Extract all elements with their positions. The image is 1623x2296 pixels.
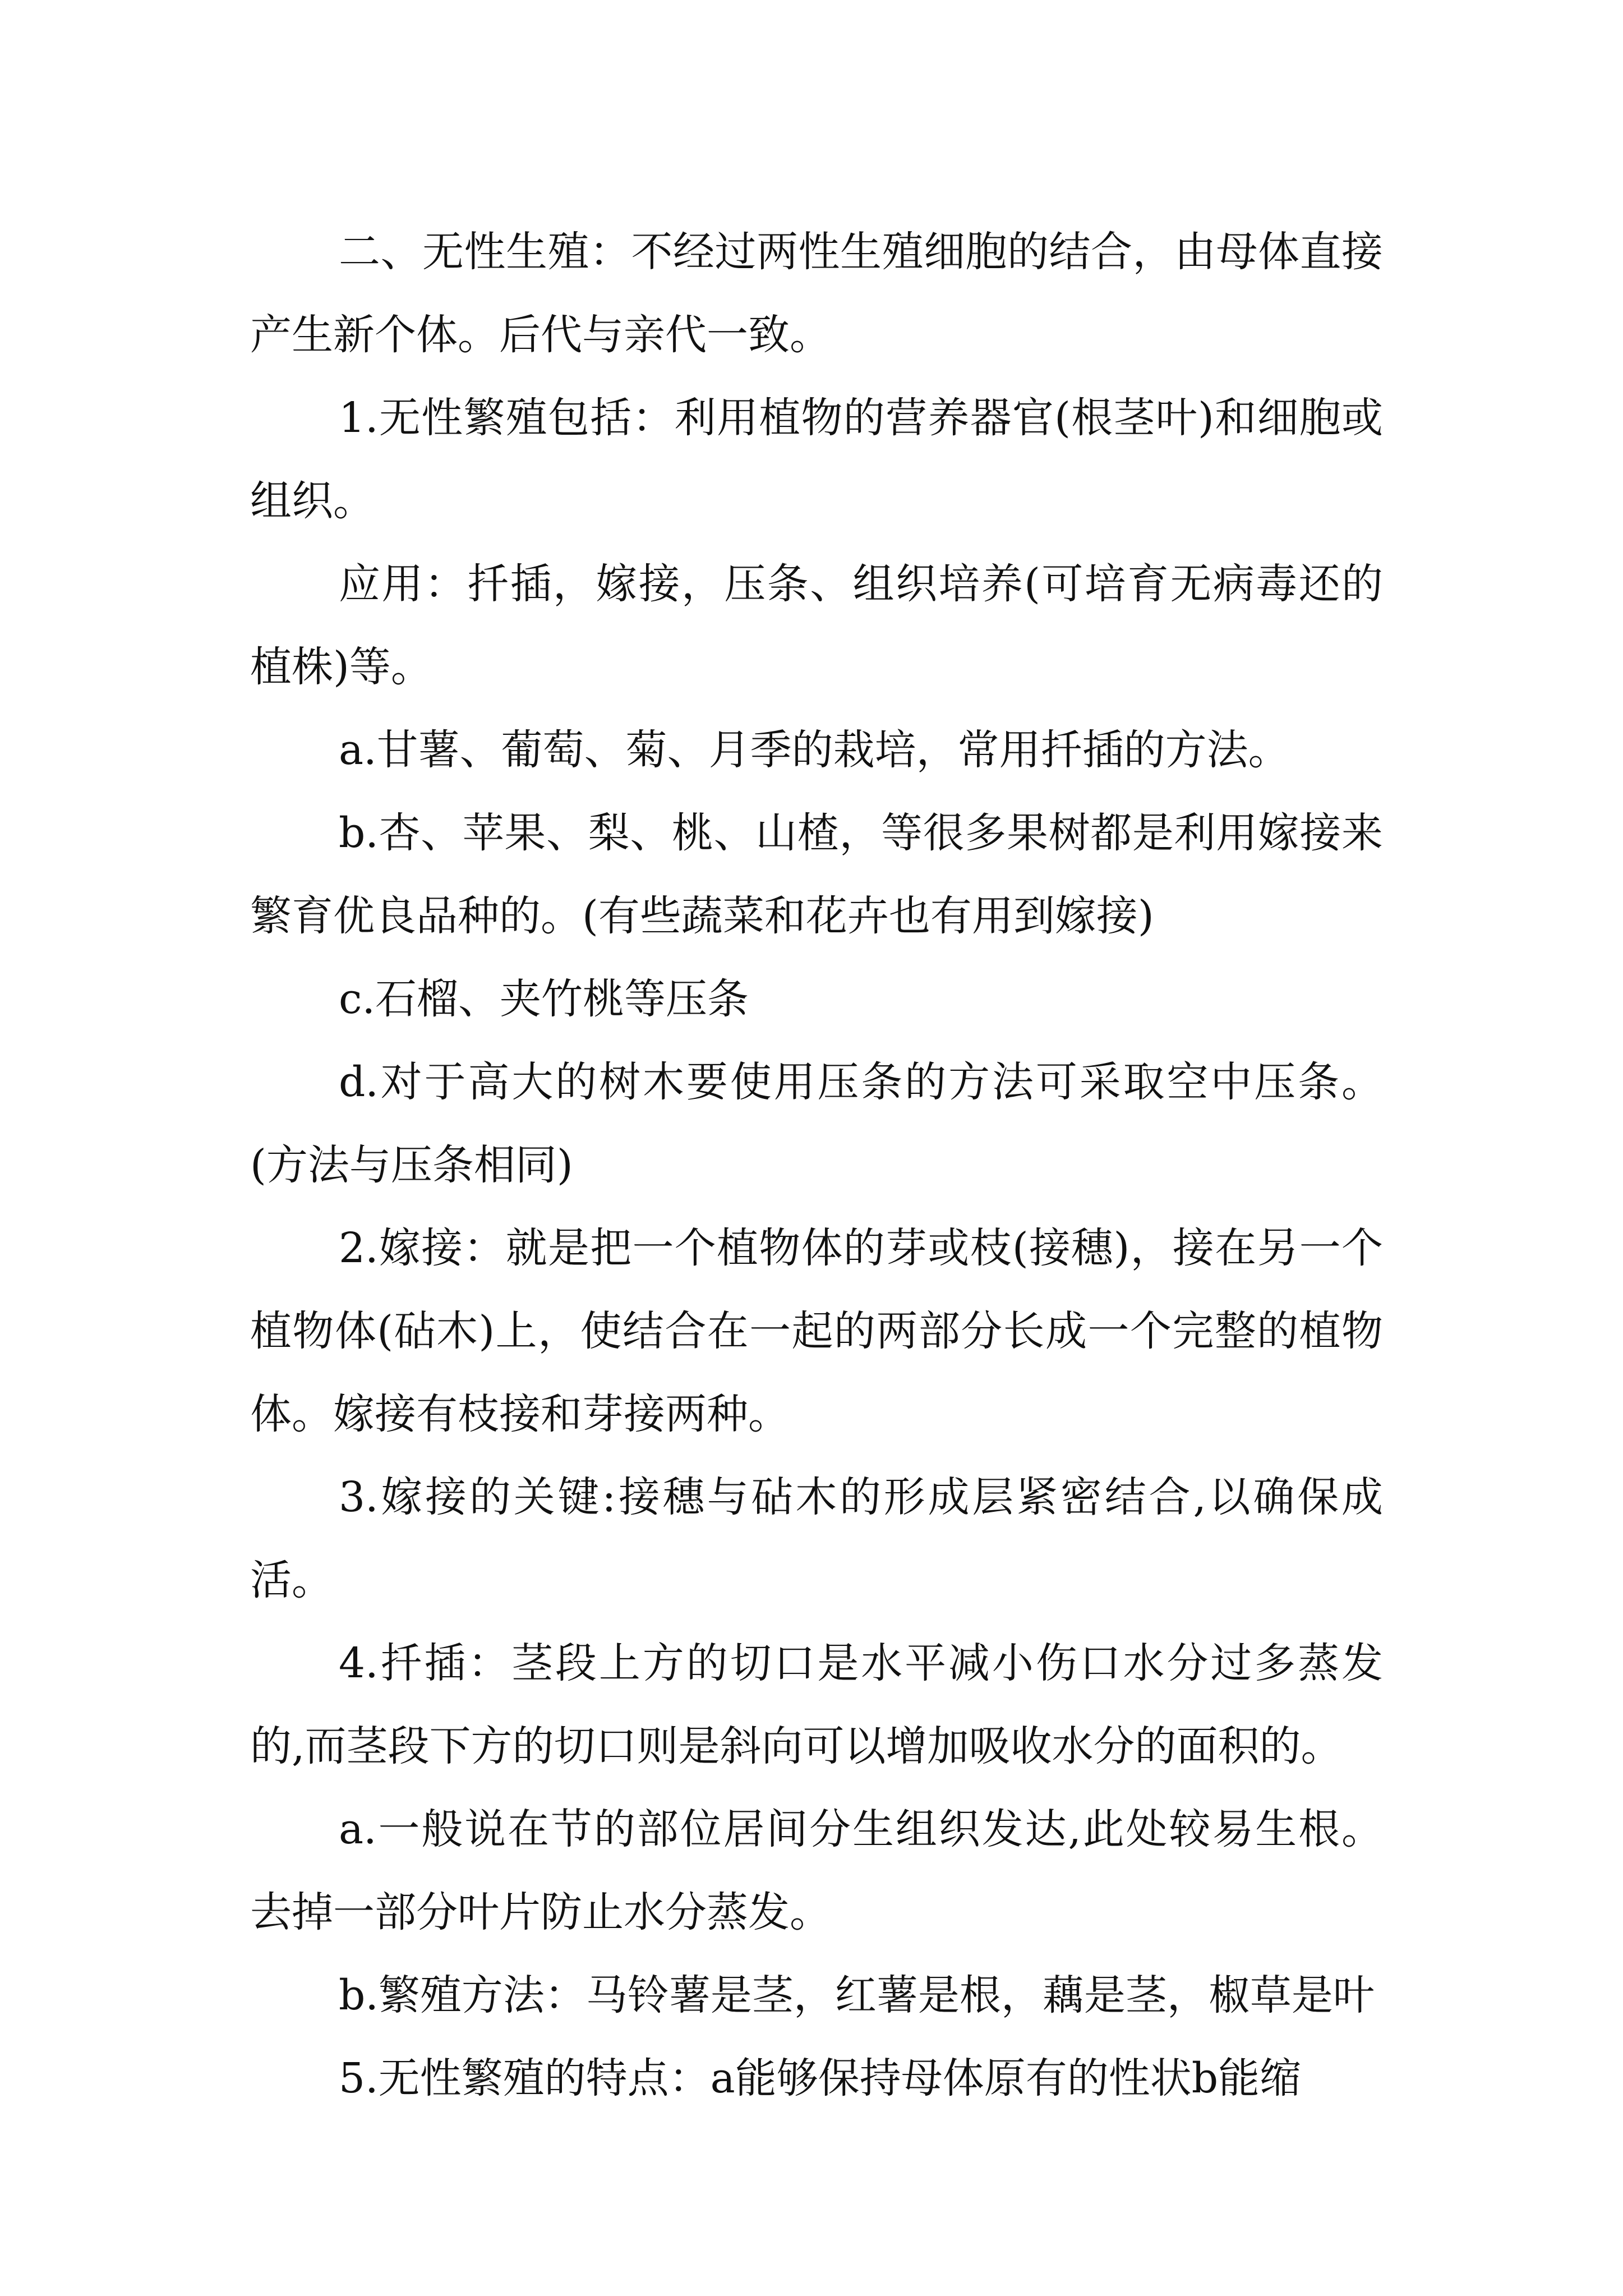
paragraph-cutting-examples: a.甘薯、葡萄、菊、月季的栽培，常用扦插的方法。: [339, 726, 1290, 774]
paragraph-propagation-methods: b.繁殖方法：马铃薯是茎，红薯是根，藕是茎，椒草是叶: [339, 1971, 1375, 2019]
paragraph-applications: 应用：扦插，嫁接，压条、组织培养(可培育无病毒还的植株)等。: [250, 560, 1383, 691]
paragraph-grafting-key: 3.嫁接的关键:接穗与砧木的形成层紧密结合,以确保成活。: [250, 1473, 1383, 1604]
paragraph-grafting-examples: b.杏、苹果、梨、桃、山楂，等很多果树都是利用嫁接来繁育优良品种的。(有些蔬菜和花卉也有用到嫁接): [250, 809, 1383, 940]
paragraph-air-layering: d.对于高大的树木要使用压条的方法可采取空中压条。(方法与压条相同): [250, 1058, 1383, 1189]
paragraph-asexual-features: 5.无性繁殖的特点：a能够保持母体原有的性状b能缩: [339, 2054, 1302, 2102]
document-body: [250, 210, 1383, 2120]
paragraph-layering-examples: c.石榴、夹竹桃等压条: [339, 975, 749, 1023]
paragraph-node-rooting: a.一般说在节的部位居间分生组织发达,此处较易生根。去掉一部分叶片防止水分蒸发。: [250, 1805, 1383, 1936]
paragraph-cutting-method: 4.扦插：茎段上方的切口是水平减小伤口水分过多蒸发的,而茎段下方的切口则是斜向可以增加吸收水分的面积的。: [250, 1639, 1383, 1770]
paragraph-asexual-reproduction: 二、无性生殖：不经过两性生殖细胞的结合，由母体直接产生新个体。后代与亲代一致。: [250, 228, 1383, 359]
paragraph-grafting-definition: 2.嫁接：就是把一个植物体的芽或枝(接穗)，接在另一个植物体(砧木)上，使结合在一起的两部分长成一个完整的植物体。嫁接有枝接和芽接两种。: [250, 1224, 1383, 1438]
paragraph-vegetative-propagation: 1.无性繁殖包括：利用植物的营养器官(根茎叶)和细胞或组织。: [250, 394, 1383, 525]
